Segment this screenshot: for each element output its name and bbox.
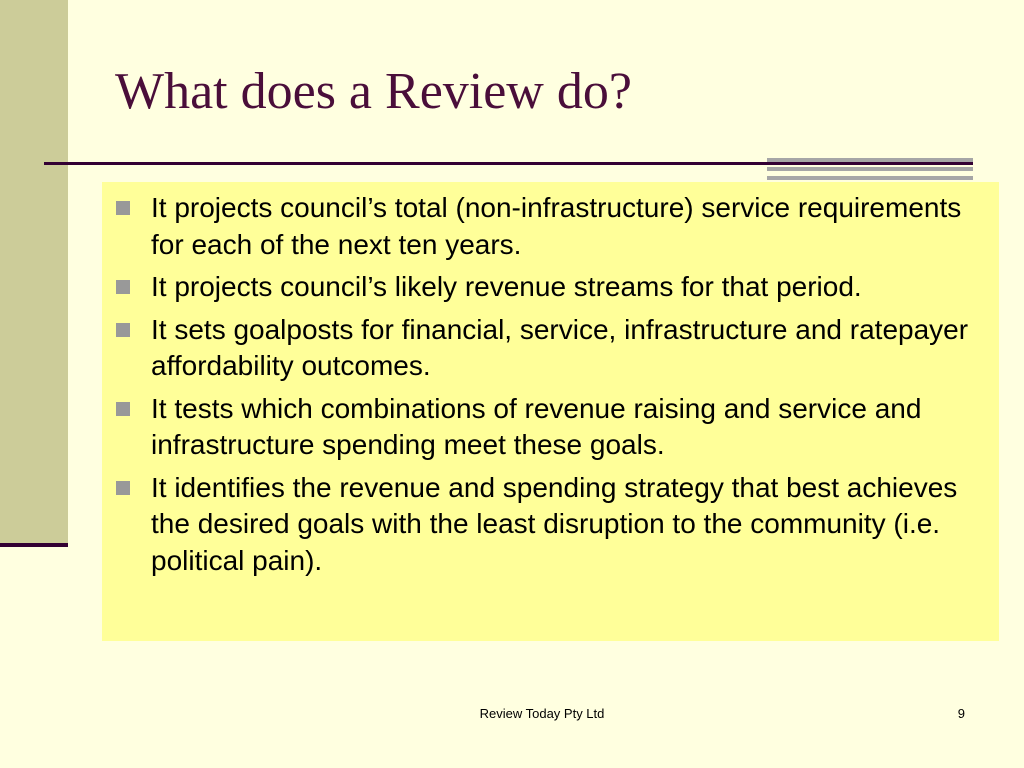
title-accent-bars bbox=[767, 158, 973, 180]
bullet-list bbox=[102, 190, 999, 585]
bullet-item bbox=[102, 269, 999, 306]
square-bullet-icon bbox=[116, 323, 130, 337]
bullet-text: It projects council’s total (non-infrastructure) service requirements for each of the next ten years. bbox=[151, 192, 962, 260]
square-bullet-icon bbox=[116, 201, 130, 215]
bullet-item bbox=[102, 190, 999, 263]
slide-title: What does a Review do? bbox=[115, 63, 632, 120]
bullet-item bbox=[102, 312, 999, 385]
footer-text: Review Today Pty Ltd bbox=[479, 706, 605, 721]
bullet-text: It identifies the revenue and spending strategy that best achieves the desired goals with the least disruption to the community (i.e. political pain). bbox=[151, 471, 958, 576]
bullet-item bbox=[102, 391, 999, 464]
left-decorative-band bbox=[0, 0, 68, 545]
square-bullet-icon bbox=[116, 280, 130, 294]
square-bullet-icon bbox=[116, 402, 130, 416]
left-band-rule bbox=[0, 543, 68, 547]
bullet-text: It tests which combinations of revenue raising and service and infrastructure spending meet these goals. bbox=[151, 392, 922, 460]
bullet-item bbox=[102, 470, 999, 580]
bullet-text: It sets goalposts for financial, service, infrastructure and ratepayer affordability outcomes. bbox=[151, 313, 969, 381]
content-box bbox=[102, 182, 999, 641]
square-bullet-icon bbox=[116, 481, 130, 495]
page-number: 9 bbox=[957, 706, 965, 721]
bullet-text: It projects council’s likely revenue streams for that period. bbox=[151, 271, 862, 302]
